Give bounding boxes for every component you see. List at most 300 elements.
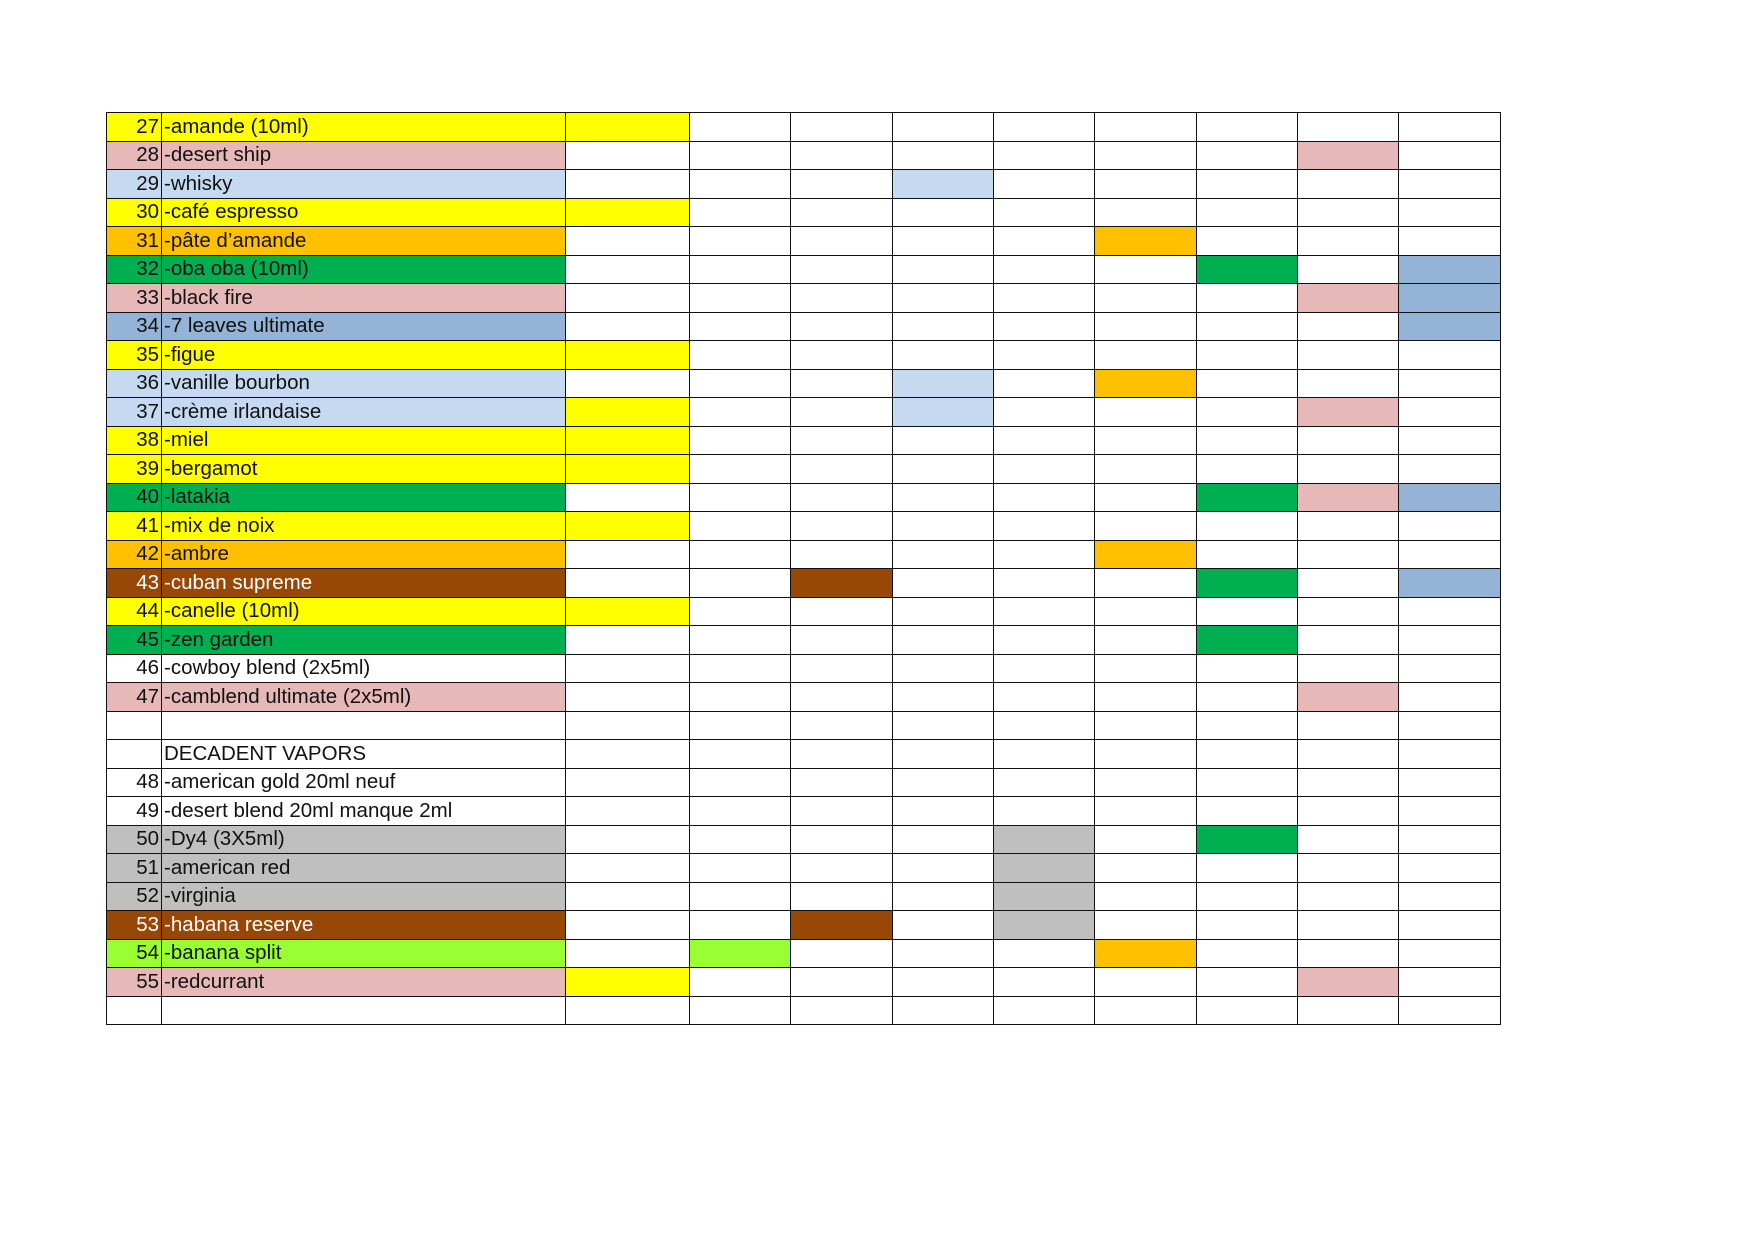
category-mark-cell-3 (791, 369, 893, 398)
table-row (107, 711, 1501, 740)
category-mark-cell-7 (1197, 398, 1298, 427)
flavor-name-cell: -cowboy blend (2x5ml) (162, 654, 566, 683)
category-mark-cell-5 (994, 996, 1095, 1025)
category-mark-cell-8 (1298, 854, 1399, 883)
category-mark-cell-1 (566, 968, 690, 997)
row-number-cell: 48 (107, 768, 162, 797)
category-mark-cell-6 (1095, 170, 1197, 199)
category-mark-cell-3 (791, 341, 893, 370)
category-mark-cell-8 (1298, 312, 1399, 341)
category-mark-cell-2 (690, 996, 791, 1025)
flavor-name-cell: -ambre (162, 540, 566, 569)
category-mark-cell-5 (994, 255, 1095, 284)
category-mark-cell-8 (1298, 825, 1399, 854)
category-mark-cell-2 (690, 569, 791, 598)
category-mark-cell-9 (1399, 939, 1501, 968)
category-mark-cell-8 (1298, 198, 1399, 227)
category-mark-cell-2 (690, 483, 791, 512)
category-mark-cell-6 (1095, 968, 1197, 997)
flavor-name-cell: -camblend ultimate (2x5ml) (162, 683, 566, 712)
category-mark-cell-8 (1298, 683, 1399, 712)
category-mark-cell-1 (566, 740, 690, 769)
category-mark-cell-3 (791, 141, 893, 170)
row-number-cell: 27 (107, 113, 162, 142)
category-mark-cell-6 (1095, 797, 1197, 826)
flavor-name-cell: -habana reserve (162, 911, 566, 940)
category-mark-cell-2 (690, 398, 791, 427)
category-mark-cell-5 (994, 683, 1095, 712)
category-mark-cell-5 (994, 141, 1095, 170)
row-number-cell: 40 (107, 483, 162, 512)
category-mark-cell-1 (566, 569, 690, 598)
table-row (107, 398, 1501, 427)
category-mark-cell-3 (791, 768, 893, 797)
category-mark-cell-3 (791, 227, 893, 256)
category-mark-cell-9 (1399, 683, 1501, 712)
table-row (107, 455, 1501, 484)
category-mark-cell-9 (1399, 768, 1501, 797)
category-mark-cell-1 (566, 141, 690, 170)
category-mark-cell-5 (994, 369, 1095, 398)
category-mark-cell-8 (1298, 768, 1399, 797)
category-mark-cell-8 (1298, 255, 1399, 284)
table-row (107, 113, 1501, 142)
category-mark-cell-1 (566, 626, 690, 655)
table-row (107, 597, 1501, 626)
category-mark-cell-4 (893, 398, 994, 427)
category-mark-cell-1 (566, 255, 690, 284)
category-mark-cell-1 (566, 996, 690, 1025)
table-row (107, 911, 1501, 940)
category-mark-cell-9 (1399, 968, 1501, 997)
category-mark-cell-3 (791, 426, 893, 455)
category-mark-cell-7 (1197, 255, 1298, 284)
category-mark-cell-5 (994, 455, 1095, 484)
category-mark-cell-1 (566, 711, 690, 740)
category-mark-cell-5 (994, 341, 1095, 370)
table-row (107, 369, 1501, 398)
category-mark-cell-5 (994, 284, 1095, 313)
category-mark-cell-5 (994, 654, 1095, 683)
row-number-cell: 43 (107, 569, 162, 598)
category-mark-cell-4 (893, 198, 994, 227)
category-mark-cell-8 (1298, 141, 1399, 170)
category-mark-cell-8 (1298, 540, 1399, 569)
category-mark-cell-3 (791, 654, 893, 683)
category-mark-cell-9 (1399, 369, 1501, 398)
table-row (107, 996, 1501, 1025)
row-number-cell: 37 (107, 398, 162, 427)
category-mark-cell-7 (1197, 939, 1298, 968)
category-mark-cell-7 (1197, 711, 1298, 740)
category-mark-cell-9 (1399, 882, 1501, 911)
section-heading-cell: DECADENT VAPORS (162, 740, 566, 769)
category-mark-cell-7 (1197, 768, 1298, 797)
category-mark-cell-8 (1298, 512, 1399, 541)
category-mark-cell-5 (994, 711, 1095, 740)
category-mark-cell-1 (566, 512, 690, 541)
category-mark-cell-4 (893, 341, 994, 370)
category-mark-cell-9 (1399, 569, 1501, 598)
category-mark-cell-6 (1095, 113, 1197, 142)
flavor-name-cell: -desert ship (162, 141, 566, 170)
category-mark-cell-2 (690, 369, 791, 398)
category-mark-cell-3 (791, 911, 893, 940)
flavor-name-cell: -desert blend 20ml manque 2ml (162, 797, 566, 826)
category-mark-cell-8 (1298, 597, 1399, 626)
category-mark-cell-3 (791, 455, 893, 484)
category-mark-cell-4 (893, 711, 994, 740)
row-number-cell: 38 (107, 426, 162, 455)
category-mark-cell-8 (1298, 911, 1399, 940)
category-mark-cell-1 (566, 113, 690, 142)
row-number-cell: 51 (107, 854, 162, 883)
category-mark-cell-8 (1298, 426, 1399, 455)
row-number-cell: 45 (107, 626, 162, 655)
row-number-cell: 32 (107, 255, 162, 284)
category-mark-cell-2 (690, 797, 791, 826)
category-mark-cell-4 (893, 540, 994, 569)
row-number-cell (107, 996, 162, 1025)
row-number-cell: 54 (107, 939, 162, 968)
category-mark-cell-2 (690, 113, 791, 142)
category-mark-cell-6 (1095, 939, 1197, 968)
category-mark-cell-8 (1298, 227, 1399, 256)
category-mark-cell-6 (1095, 569, 1197, 598)
flavor-name-cell: -bergamot (162, 455, 566, 484)
table-row (107, 312, 1501, 341)
category-mark-cell-9 (1399, 854, 1501, 883)
category-mark-cell-6 (1095, 854, 1197, 883)
category-mark-cell-2 (690, 882, 791, 911)
category-mark-cell-4 (893, 227, 994, 256)
table-row (107, 683, 1501, 712)
category-mark-cell-4 (893, 654, 994, 683)
category-mark-cell-8 (1298, 654, 1399, 683)
category-mark-cell-3 (791, 113, 893, 142)
table-row (107, 426, 1501, 455)
category-mark-cell-4 (893, 740, 994, 769)
table-row (107, 255, 1501, 284)
table-row (107, 825, 1501, 854)
category-mark-cell-6 (1095, 141, 1197, 170)
row-number-cell: 28 (107, 141, 162, 170)
category-mark-cell-2 (690, 141, 791, 170)
category-mark-cell-8 (1298, 711, 1399, 740)
category-mark-cell-4 (893, 483, 994, 512)
category-mark-cell-5 (994, 597, 1095, 626)
category-mark-cell-7 (1197, 540, 1298, 569)
category-mark-cell-5 (994, 198, 1095, 227)
category-mark-cell-5 (994, 740, 1095, 769)
category-mark-cell-7 (1197, 854, 1298, 883)
category-mark-cell-3 (791, 626, 893, 655)
category-mark-cell-6 (1095, 341, 1197, 370)
category-mark-cell-9 (1399, 740, 1501, 769)
category-mark-cell-9 (1399, 654, 1501, 683)
row-number-cell (107, 740, 162, 769)
category-mark-cell-6 (1095, 284, 1197, 313)
category-mark-cell-9 (1399, 398, 1501, 427)
category-mark-cell-5 (994, 968, 1095, 997)
category-mark-cell-8 (1298, 968, 1399, 997)
category-mark-cell-4 (893, 911, 994, 940)
category-mark-cell-2 (690, 512, 791, 541)
category-mark-cell-4 (893, 141, 994, 170)
category-mark-cell-6 (1095, 654, 1197, 683)
category-mark-cell-7 (1197, 797, 1298, 826)
category-mark-cell-4 (893, 255, 994, 284)
category-mark-cell-2 (690, 284, 791, 313)
category-mark-cell-3 (791, 170, 893, 199)
category-mark-cell-2 (690, 683, 791, 712)
flavor-name-cell: -café espresso (162, 198, 566, 227)
category-mark-cell-3 (791, 996, 893, 1025)
row-number-cell: 36 (107, 369, 162, 398)
flavor-name-cell: -miel (162, 426, 566, 455)
table-row (107, 939, 1501, 968)
category-mark-cell-7 (1197, 911, 1298, 940)
category-mark-cell-5 (994, 398, 1095, 427)
row-number-cell: 30 (107, 198, 162, 227)
category-mark-cell-9 (1399, 170, 1501, 199)
category-mark-cell-4 (893, 284, 994, 313)
category-mark-cell-5 (994, 227, 1095, 256)
flavor-name-cell: -mix de noix (162, 512, 566, 541)
category-mark-cell-8 (1298, 341, 1399, 370)
table-row (107, 341, 1501, 370)
category-mark-cell-8 (1298, 398, 1399, 427)
category-mark-cell-3 (791, 939, 893, 968)
category-mark-cell-7 (1197, 198, 1298, 227)
table-row (107, 654, 1501, 683)
category-mark-cell-6 (1095, 483, 1197, 512)
category-mark-cell-7 (1197, 968, 1298, 997)
category-mark-cell-5 (994, 882, 1095, 911)
flavor-name-cell: -vanille bourbon (162, 369, 566, 398)
flavor-name-cell (162, 996, 566, 1025)
category-mark-cell-3 (791, 968, 893, 997)
category-mark-cell-1 (566, 939, 690, 968)
category-mark-cell-1 (566, 540, 690, 569)
category-mark-cell-9 (1399, 597, 1501, 626)
category-mark-cell-3 (791, 711, 893, 740)
category-mark-cell-9 (1399, 284, 1501, 313)
flavor-name-cell: -american gold 20ml neuf (162, 768, 566, 797)
category-mark-cell-8 (1298, 939, 1399, 968)
row-number-cell: 31 (107, 227, 162, 256)
flavor-name-cell: -crème irlandaise (162, 398, 566, 427)
flavor-name-cell (162, 711, 566, 740)
category-mark-cell-1 (566, 455, 690, 484)
category-mark-cell-2 (690, 768, 791, 797)
category-mark-cell-6 (1095, 312, 1197, 341)
table-row (107, 626, 1501, 655)
category-mark-cell-6 (1095, 512, 1197, 541)
row-number-cell: 49 (107, 797, 162, 826)
category-mark-cell-9 (1399, 825, 1501, 854)
category-mark-cell-6 (1095, 255, 1197, 284)
category-mark-cell-1 (566, 426, 690, 455)
category-mark-cell-8 (1298, 369, 1399, 398)
category-mark-cell-1 (566, 882, 690, 911)
category-mark-cell-7 (1197, 683, 1298, 712)
row-number-cell: 41 (107, 512, 162, 541)
category-mark-cell-4 (893, 426, 994, 455)
category-mark-cell-3 (791, 284, 893, 313)
flavor-name-cell: -pâte d’amande (162, 227, 566, 256)
flavor-name-cell: -cuban supreme (162, 569, 566, 598)
row-number-cell: 35 (107, 341, 162, 370)
table-row (107, 540, 1501, 569)
category-mark-cell-9 (1399, 626, 1501, 655)
category-mark-cell-9 (1399, 255, 1501, 284)
category-mark-cell-5 (994, 113, 1095, 142)
category-mark-cell-1 (566, 227, 690, 256)
table-row (107, 854, 1501, 883)
category-mark-cell-3 (791, 255, 893, 284)
category-mark-cell-7 (1197, 141, 1298, 170)
category-mark-cell-8 (1298, 996, 1399, 1025)
row-number-cell: 33 (107, 284, 162, 313)
category-mark-cell-9 (1399, 141, 1501, 170)
category-mark-cell-9 (1399, 227, 1501, 256)
category-mark-cell-6 (1095, 198, 1197, 227)
category-mark-cell-4 (893, 455, 994, 484)
table-row (107, 512, 1501, 541)
category-mark-cell-8 (1298, 455, 1399, 484)
category-mark-cell-9 (1399, 483, 1501, 512)
category-mark-cell-7 (1197, 626, 1298, 655)
category-mark-cell-3 (791, 740, 893, 769)
category-mark-cell-1 (566, 369, 690, 398)
table-row (107, 284, 1501, 313)
category-mark-cell-3 (791, 398, 893, 427)
flavor-name-cell: -latakia (162, 483, 566, 512)
category-mark-cell-9 (1399, 426, 1501, 455)
flavor-name-cell: -figue (162, 341, 566, 370)
category-mark-cell-5 (994, 768, 1095, 797)
category-mark-cell-4 (893, 170, 994, 199)
category-mark-cell-5 (994, 512, 1095, 541)
category-mark-cell-2 (690, 711, 791, 740)
category-mark-cell-8 (1298, 284, 1399, 313)
category-mark-cell-4 (893, 797, 994, 826)
category-mark-cell-1 (566, 341, 690, 370)
category-mark-cell-9 (1399, 996, 1501, 1025)
row-number-cell: 34 (107, 312, 162, 341)
category-mark-cell-4 (893, 626, 994, 655)
category-mark-cell-2 (690, 426, 791, 455)
category-mark-cell-2 (690, 170, 791, 199)
row-number-cell: 39 (107, 455, 162, 484)
category-mark-cell-5 (994, 170, 1095, 199)
category-mark-cell-7 (1197, 825, 1298, 854)
category-mark-cell-2 (690, 597, 791, 626)
row-number-cell: 50 (107, 825, 162, 854)
category-mark-cell-4 (893, 939, 994, 968)
flavor-name-cell: -canelle (10ml) (162, 597, 566, 626)
category-mark-cell-4 (893, 882, 994, 911)
category-mark-cell-2 (690, 255, 791, 284)
category-mark-cell-7 (1197, 654, 1298, 683)
category-mark-cell-6 (1095, 398, 1197, 427)
category-mark-cell-5 (994, 797, 1095, 826)
category-mark-cell-3 (791, 569, 893, 598)
category-mark-cell-5 (994, 312, 1095, 341)
category-mark-cell-3 (791, 854, 893, 883)
category-mark-cell-4 (893, 825, 994, 854)
category-mark-cell-1 (566, 483, 690, 512)
category-mark-cell-8 (1298, 797, 1399, 826)
row-number-cell: 42 (107, 540, 162, 569)
category-mark-cell-5 (994, 911, 1095, 940)
table-row (107, 141, 1501, 170)
category-mark-cell-4 (893, 996, 994, 1025)
category-mark-cell-9 (1399, 797, 1501, 826)
category-mark-cell-8 (1298, 569, 1399, 598)
category-mark-cell-6 (1095, 740, 1197, 769)
flavor-name-cell: -zen garden (162, 626, 566, 655)
flavor-name-cell: -black fire (162, 284, 566, 313)
table-row (107, 170, 1501, 199)
flavor-name-cell: -virginia (162, 882, 566, 911)
row-number-cell: 47 (107, 683, 162, 712)
table-row (107, 227, 1501, 256)
category-mark-cell-7 (1197, 369, 1298, 398)
category-mark-cell-3 (791, 198, 893, 227)
table-row (107, 797, 1501, 826)
category-mark-cell-1 (566, 854, 690, 883)
category-mark-cell-4 (893, 597, 994, 626)
category-mark-cell-1 (566, 198, 690, 227)
category-mark-cell-7 (1197, 426, 1298, 455)
category-mark-cell-3 (791, 882, 893, 911)
category-mark-cell-7 (1197, 483, 1298, 512)
category-mark-cell-8 (1298, 483, 1399, 512)
category-mark-cell-2 (690, 227, 791, 256)
category-mark-cell-6 (1095, 768, 1197, 797)
category-mark-cell-4 (893, 854, 994, 883)
category-mark-cell-2 (690, 341, 791, 370)
category-mark-cell-9 (1399, 911, 1501, 940)
category-mark-cell-2 (690, 540, 791, 569)
category-mark-cell-9 (1399, 512, 1501, 541)
category-mark-cell-4 (893, 512, 994, 541)
category-mark-cell-4 (893, 113, 994, 142)
category-mark-cell-7 (1197, 170, 1298, 199)
category-mark-cell-7 (1197, 569, 1298, 598)
category-mark-cell-6 (1095, 882, 1197, 911)
category-mark-cell-1 (566, 683, 690, 712)
sheet-body (107, 113, 1501, 1025)
category-mark-cell-7 (1197, 284, 1298, 313)
table-row (107, 768, 1501, 797)
category-mark-cell-6 (1095, 683, 1197, 712)
category-mark-cell-2 (690, 968, 791, 997)
category-mark-cell-1 (566, 312, 690, 341)
category-mark-cell-2 (690, 455, 791, 484)
flavor-name-cell: -redcurrant (162, 968, 566, 997)
category-mark-cell-8 (1298, 170, 1399, 199)
category-mark-cell-5 (994, 626, 1095, 655)
category-mark-cell-7 (1197, 341, 1298, 370)
category-mark-cell-2 (690, 654, 791, 683)
category-mark-cell-4 (893, 312, 994, 341)
category-mark-cell-3 (791, 797, 893, 826)
category-mark-cell-7 (1197, 227, 1298, 256)
category-mark-cell-2 (690, 854, 791, 883)
